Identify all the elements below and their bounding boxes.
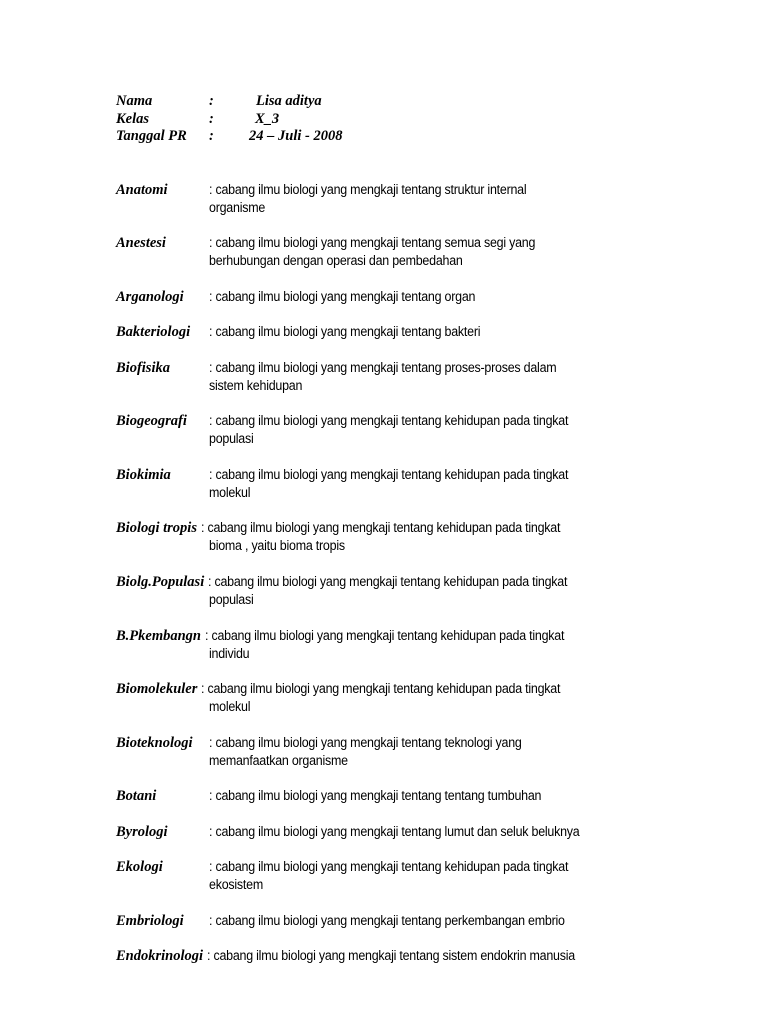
glossary-term: Biologi tropis (116, 520, 197, 536)
glossary-definition: : cabang ilmu biologi yang mengkaji tentang kehidupan pada tingkat (209, 413, 569, 428)
header-label: Tanggal PR (116, 128, 187, 144)
glossary-term: Embriologi (116, 913, 184, 929)
glossary-entry (116, 573, 676, 609)
glossary-term: Biolg.Populasi (116, 574, 205, 590)
glossary-definition-continuation: berhubungan dengan operasi dan pembedahan (209, 253, 463, 268)
glossary-entry (116, 912, 676, 930)
header-row-date (116, 128, 342, 146)
glossary-entry (116, 359, 676, 395)
glossary-definition: : cabang ilmu biologi yang mengkaji tentang proses-proses dalam (209, 360, 557, 375)
glossary-entry (116, 412, 676, 448)
glossary-definition-continuation: organisme (209, 200, 266, 215)
glossary-definition: : cabang ilmu biologi yang mengkaji tentang sistem endokrin manusia (206, 948, 575, 963)
glossary-definition-continuation: populasi (209, 431, 254, 446)
glossary-definition: : cabang ilmu biologi yang mengkaji tentang kehidupan pada tingkat (209, 859, 569, 874)
header-colon: : (209, 93, 214, 109)
glossary-definition: : cabang ilmu biologi yang mengkaji tentang perkembangan embrio (209, 913, 565, 928)
glossary-definition: : cabang ilmu biologi yang mengkaji tentang bakteri (209, 324, 481, 339)
glossary-definition-continuation: populasi (209, 592, 254, 607)
glossary-definition: : cabang ilmu biologi yang mengkaji tentang teknologi yang (209, 735, 522, 750)
glossary-term: Biofisika (116, 360, 170, 376)
glossary-term: Anestesi (116, 235, 166, 251)
glossary-entry (116, 823, 676, 841)
glossary-entry (116, 288, 676, 306)
glossary-definition: : cabang ilmu biologi yang mengkaji tentang tentang tumbuhan (209, 788, 542, 803)
glossary-definition-continuation: sistem kehidupan (209, 378, 303, 393)
header-value: 24 – Juli - 2008 (249, 128, 343, 144)
glossary-definition: : cabang ilmu biologi yang mengkaji tentang kehidupan pada tingkat (204, 628, 564, 643)
glossary-definition-continuation: ekosistem (209, 877, 263, 892)
glossary-definition-continuation: molekul (209, 485, 251, 500)
header-colon: : (209, 110, 214, 127)
glossary-term: Biomolekuler (116, 681, 198, 697)
glossary-entry (116, 181, 676, 217)
header-label: Nama (116, 93, 153, 109)
glossary-definition: : cabang ilmu biologi yang mengkaji tentang kehidupan pada tingkat (201, 681, 561, 696)
glossary-entry (116, 734, 676, 770)
glossary-definition: : cabang ilmu biologi yang mengkaji tentang organ (209, 289, 476, 304)
glossary-term: Arganologi (116, 289, 184, 305)
glossary-term: Biogeografi (116, 413, 187, 429)
glossary-entry (116, 234, 676, 270)
header-row-class (116, 111, 342, 129)
glossary-definition: : cabang ilmu biologi yang mengkaji tentang kehidupan pada tingkat (207, 574, 568, 589)
header-value: Lisa aditya (256, 93, 322, 109)
glossary-definition-continuation: memanfaatkan organisme (209, 753, 348, 768)
header-value: X_3 (255, 110, 280, 127)
glossary-definition: : cabang ilmu biologi yang mengkaji tentang kehidupan pada tingkat (200, 520, 560, 535)
glossary-definition-continuation: bioma , yaitu bioma tropis (209, 538, 345, 553)
glossary-term: Biokimia (116, 467, 171, 483)
glossary-definition-continuation: molekul (209, 699, 251, 714)
header-label: Kelas (116, 110, 150, 127)
glossary-definition: : cabang ilmu biologi yang mengkaji tentang struktur internal (209, 182, 527, 197)
glossary-entry (116, 627, 676, 663)
glossary-definition: : cabang ilmu biologi yang mengkaji tentang semua segi yang (209, 235, 536, 250)
glossary-entry (116, 466, 676, 502)
glossary-definition-continuation: individu (209, 646, 250, 661)
header-row-name (116, 93, 342, 111)
glossary-entry (116, 787, 676, 805)
glossary-term: Bakteriologi (116, 324, 191, 340)
glossary-definition: : cabang ilmu biologi yang mengkaji tentang lumut dan seluk beluknya (209, 824, 580, 839)
glossary-entry (116, 680, 676, 716)
glossary-term: Bioteknologi (116, 735, 193, 751)
glossary-definition: : cabang ilmu biologi yang mengkaji tentang kehidupan pada tingkat (209, 467, 569, 482)
glossary-entry (116, 323, 676, 341)
glossary-term: Endokrinologi (116, 948, 204, 964)
glossary-entry (116, 519, 676, 555)
glossary-term: Botani (116, 788, 157, 804)
student-info-header (116, 93, 342, 146)
glossary-term: Anatomi (116, 182, 168, 198)
glossary-term: B.Pkembangn (116, 628, 201, 644)
glossary-entry (116, 947, 676, 965)
glossary-term: Ekologi (116, 859, 163, 875)
header-colon: : (209, 128, 214, 144)
glossary-term: Byrologi (116, 824, 168, 840)
glossary-entry (116, 858, 676, 894)
